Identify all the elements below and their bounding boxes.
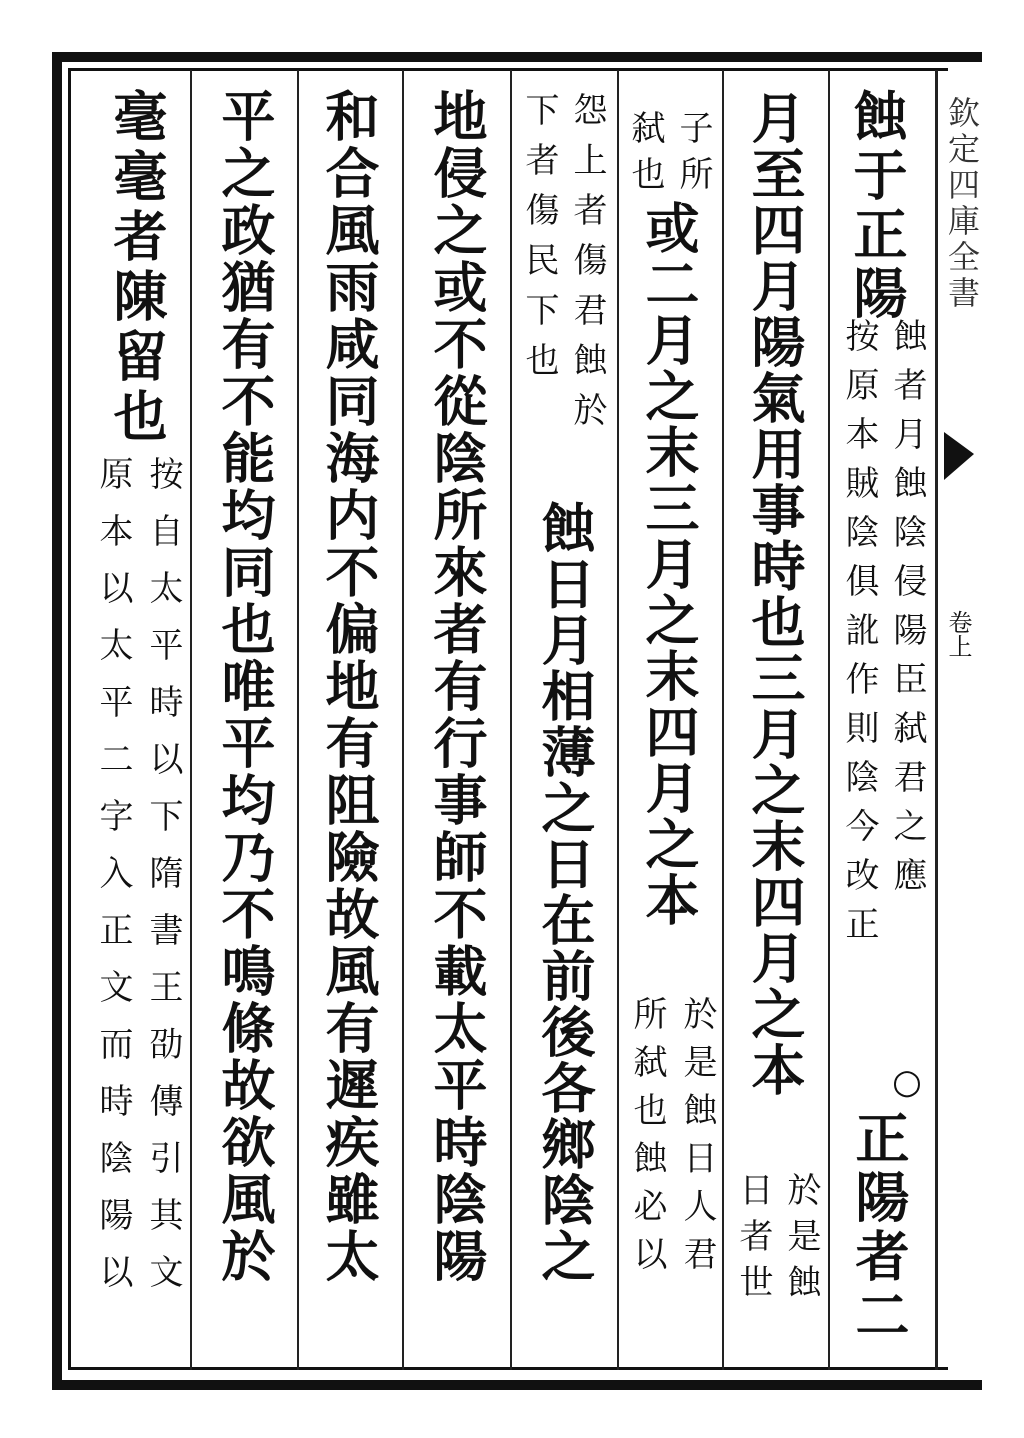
text-column: 正陽者二 (847, 1110, 911, 1346)
header-volume: 卷上 (944, 610, 972, 658)
column-rule (402, 70, 404, 1370)
note-column: 原本以太平二字入正文而時陰陽以 (93, 456, 133, 1311)
column-rule (190, 70, 192, 1370)
note-column: 於是蝕日人君 (677, 996, 717, 1284)
note-column: 於是蝕 (781, 1172, 821, 1310)
note-column: 蝕者月蝕陰侵陽臣弑君之應 (887, 318, 927, 906)
note-column: 怨上者傷君蝕於 (567, 92, 607, 442)
note-column: 子所 (673, 110, 713, 202)
circle-mark: ○ (887, 1062, 927, 1117)
fish-tail-mark (944, 432, 974, 482)
text-column: 地侵之或不從陰所來者有行事師不載太平時陰陽 (425, 88, 489, 1285)
text-column: 毫毫者陳留也 (105, 88, 169, 448)
text-column: 或二月之末三月之末四月之本 (637, 200, 701, 928)
column-rule (722, 70, 724, 1370)
column-rule (510, 70, 512, 1370)
text-column: 蝕于正陽 (845, 88, 909, 324)
column-rule (297, 70, 299, 1370)
header-book-title: 欽定四庫全書 (943, 96, 981, 312)
text-column: 平之政猶有不能均同也唯平均乃不鳴條故欲風於 (213, 88, 277, 1285)
note-column: 所弑也蝕必以 (627, 996, 667, 1284)
text-column: 和合風雨咸同海内不偏地有阻險故風有遲疾雖太 (317, 88, 381, 1285)
text-column: 蝕日月相薄之日在前後各鄉陰之 (533, 500, 597, 1284)
note-column: 按自太平時以下隋書王劭傳引其文 (143, 456, 183, 1311)
note-column: 弑也 (625, 110, 665, 202)
note-column: 按原本賊陰俱訛作則陰今改正 (839, 318, 879, 955)
column-rule (617, 70, 619, 1370)
column-rule (935, 70, 938, 1370)
text-column: 月至四月陽氣用事時也三月之末四月之本 (743, 90, 807, 1098)
note-column: 下者傷民下也 (519, 92, 559, 392)
column-rule (828, 70, 830, 1370)
note-column: 日者世 (733, 1172, 773, 1310)
